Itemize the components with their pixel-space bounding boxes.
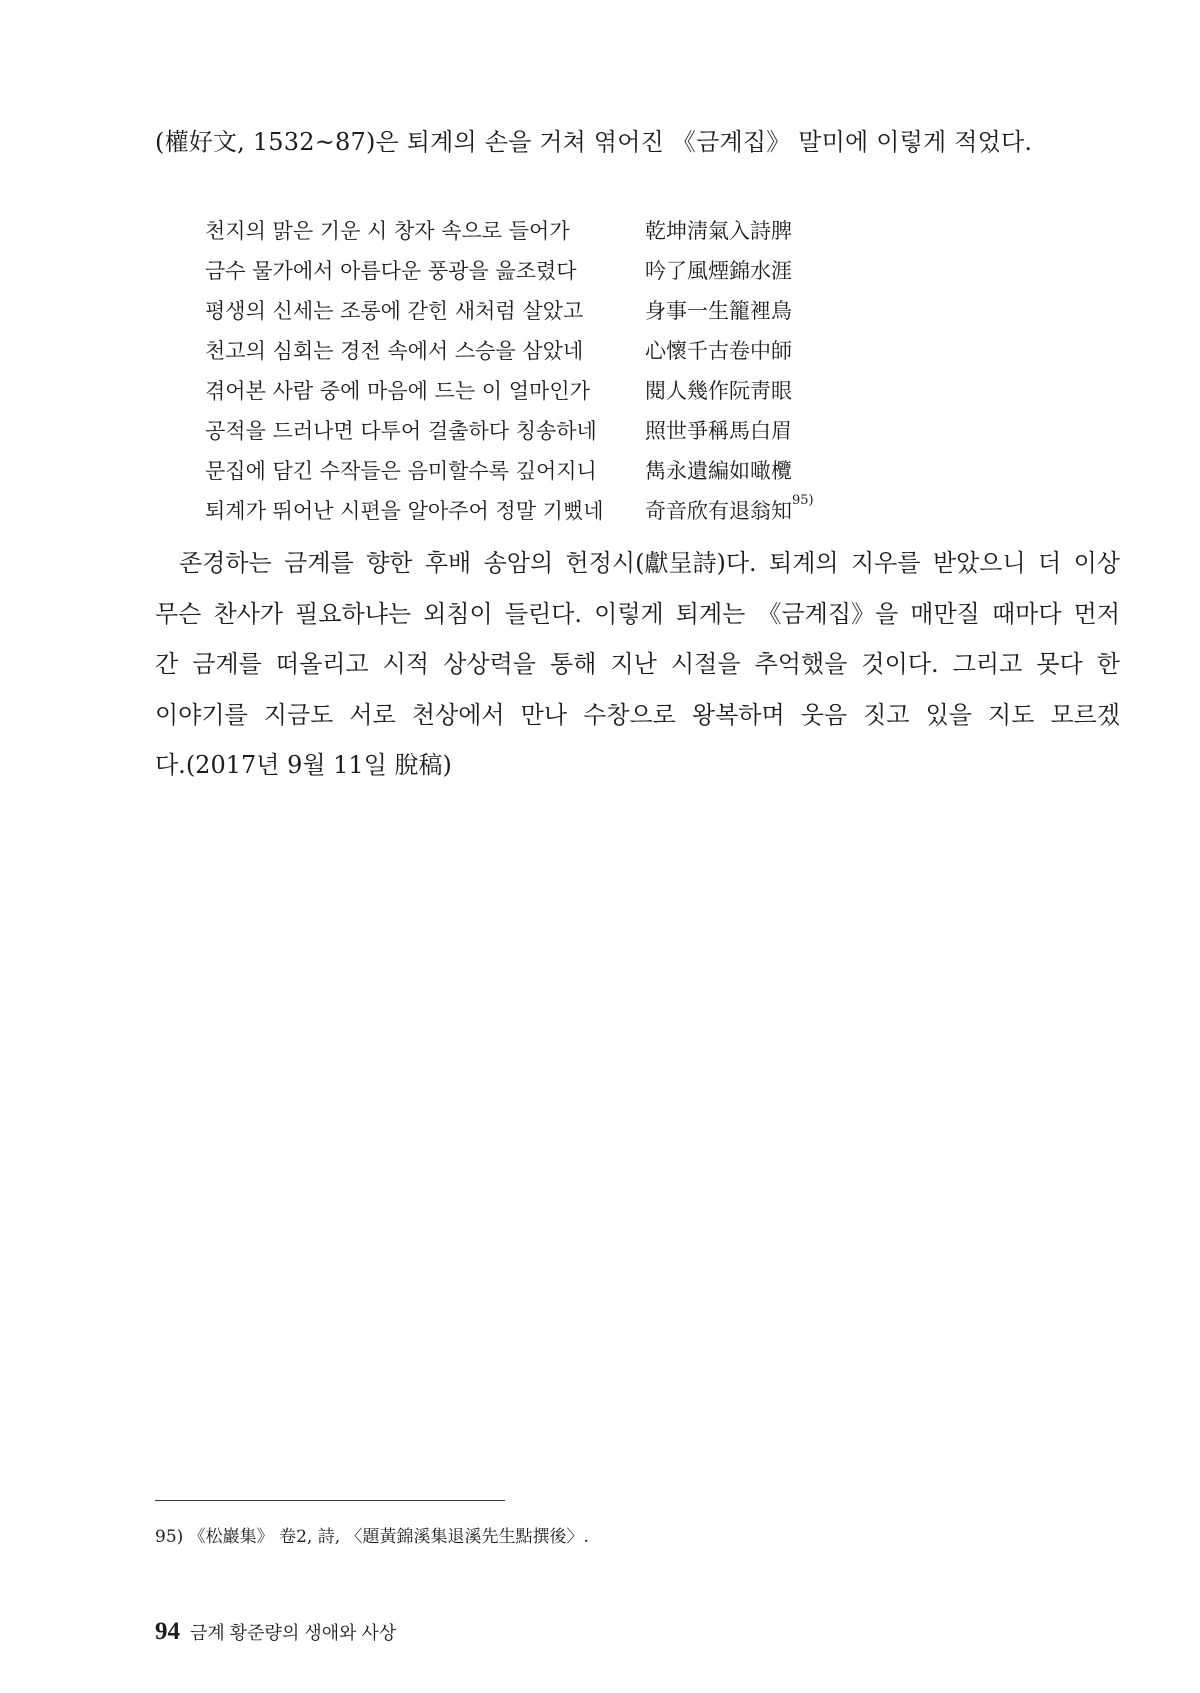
paragraph-line <box>155 639 1120 690</box>
paragraph-line-text: 무슨 찬사가 필요하냐는 외침이 들린다. 이렇게 퇴계는 《금계집》을 매만질 때마다 먼저 <box>155 599 1120 628</box>
poem-korean: 천지의 맑은 기운 시 창자 속으로 들어가 <box>205 219 570 243</box>
poem-line <box>205 370 1105 410</box>
footnote-divider <box>155 1500 505 1501</box>
footnote-95: 95) 《松巖集》 卷2, 詩, 〈題黃錦溪集退溪先生點撰後〉. <box>155 1527 589 1547</box>
poem-line <box>205 210 1105 250</box>
poem-chinese: 乾坤淸氣入詩脾 <box>645 219 792 243</box>
paragraph-line <box>155 740 1120 791</box>
poem-line <box>205 330 1105 370</box>
poem-chinese-text: 奇音欣有退翁知 <box>645 499 792 523</box>
poem-korean: 금수 물가에서 아름다운 풍광을 읊조렸다 <box>205 259 577 283</box>
poem-line <box>205 250 1105 290</box>
paragraph-line <box>155 589 1120 640</box>
poem-chinese: 身事一生籠裡鳥 <box>645 299 792 323</box>
poem-korean: 퇴계가 뛰어난 시편을 알아주어 정말 기뻤네 <box>205 499 604 523</box>
paragraph-line-text: 간 금계를 떠올리고 시적 상상력을 통해 지난 시절을 추억했을 것이다. 그리고 못다 한 <box>155 650 1120 678</box>
poem-chinese: 雋永遺編如噉欖 <box>645 459 792 483</box>
footnote-reference: 95) <box>792 493 814 508</box>
poem-chinese: 照世爭稱馬白眉 <box>645 419 792 443</box>
poem-block <box>205 210 1105 530</box>
poem-line <box>205 410 1105 450</box>
page-footer <box>155 1618 396 1646</box>
poem-korean: 평생의 신세는 조롱에 갇힌 새처럼 살았고 <box>205 299 584 323</box>
poem-korean: 문집에 담긴 수작들은 음미할수록 깊어지니 <box>205 459 597 483</box>
paragraph-line <box>155 538 1120 589</box>
poem-line <box>205 490 1105 530</box>
page-number: 94 <box>155 1618 180 1645</box>
running-title: 금계 황준량의 생애와 사상 <box>190 1623 397 1643</box>
poem-korean: 공적을 드러나면 다투어 걸출하다 칭송하네 <box>205 419 597 443</box>
poem-korean: 겪어본 사람 중에 마음에 드는 이 얼마인가 <box>205 379 590 403</box>
poem-korean: 천고의 심회는 경전 속에서 스승을 삼았네 <box>205 339 584 363</box>
poem-line <box>205 450 1105 490</box>
poem-line <box>205 290 1105 330</box>
poem-chinese: 閱人幾作阮靑眼 <box>645 379 792 403</box>
paragraph-line-text: 이야기를 지금도 서로 천상에서 만나 수창으로 왕복하며 웃음 짓고 있을 지도 모르겠 <box>155 700 1120 729</box>
poem-chinese: 吟了風煙錦水涯 <box>645 259 792 283</box>
poem-chinese: 心懷千古卷中師 <box>645 339 792 363</box>
paragraph-line-text: 존경하는 금계를 향한 후배 송암의 헌정시(獻呈詩)다. 퇴계의 지우를 받았으니 더 이상 <box>179 549 1120 577</box>
body-paragraph <box>155 538 1120 791</box>
intro-sentence: (權好文, 1532~87)은 퇴계의 손을 거쳐 엮어진 《금계집》 말미에 이렇게 적었다. <box>155 128 1033 156</box>
poem-chinese <box>645 495 814 525</box>
paragraph-line <box>155 690 1120 741</box>
paragraph-line-text: 다.(2017년 9월 11일 脫稿) <box>155 751 452 779</box>
